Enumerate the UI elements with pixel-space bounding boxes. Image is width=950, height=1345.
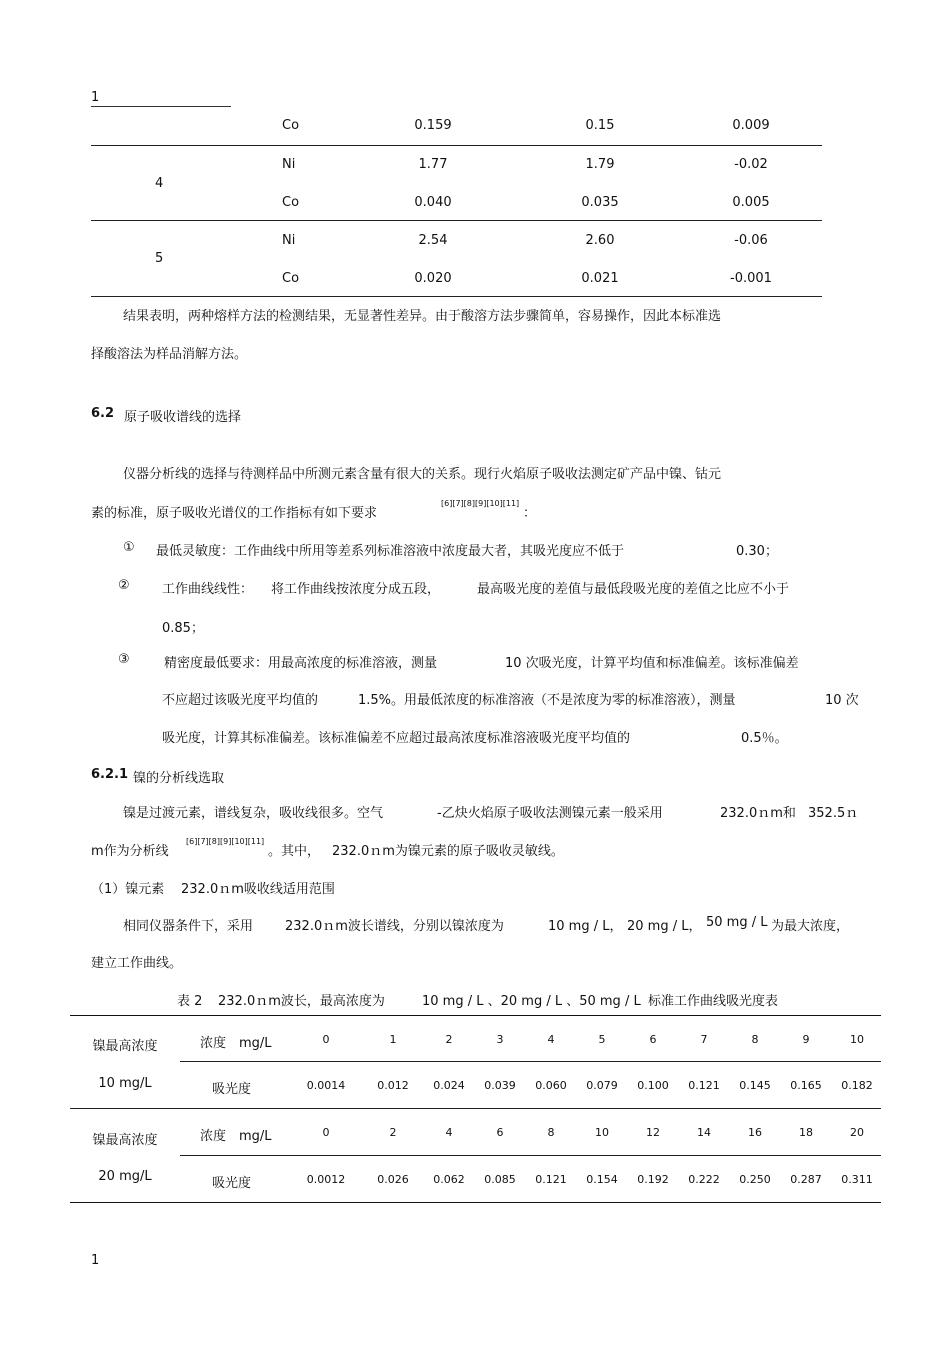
paragraph-conditions: 232.0ｎm波长谱线，分别以镍浓度为 [285,919,504,934]
colon: ： [523,506,537,521]
concentration-cell: 18 [799,1126,813,1139]
absorbance-cell: 0.012 [377,1079,409,1092]
absorbance-cell: 0.311 [841,1173,873,1186]
absorbance-cell: 0.222 [688,1173,720,1186]
absorbance-cell: 0.182 [841,1079,873,1092]
section-number: 6.2 [91,406,115,421]
citation-refs: [6][7][8][9][10][11] [186,837,265,846]
concentration-cell: 12 [646,1126,660,1139]
paragraph-conditions: 20 mg / L， [627,919,702,934]
concentration-cell: 6 [649,1033,657,1046]
section-title: 原子吸收谱线的选择 [124,410,242,425]
concentration-cell: 9 [802,1033,810,1046]
table-rule [180,1061,881,1062]
requirement-text: 工作曲线线性： [162,582,254,597]
table-cell-value2: 0.021 [581,271,619,286]
concentration-cell: 7 [700,1033,708,1046]
paragraph-nickel: 232.0ｎm和 [720,806,796,821]
group-label: 镍最高浓度 [92,1133,158,1148]
table-cell-diff: -0.001 [730,271,772,286]
absorbance-cell: 0.039 [484,1079,516,1092]
concentration-cell: 4 [547,1033,555,1046]
table-rule [70,1015,881,1016]
requirement-text: 10 次 [825,693,859,708]
concentration-cell: 6 [496,1126,504,1139]
paragraph-instrument-line1: 仪器分析线的选择与待测样品中所测元素含量有很大的关系。现行火焰原子吸收法测定矿产品中镍、钴元 [123,467,722,482]
paragraph-nickel: 232.0ｎm为镍元素的原子吸收灵敏线。 [332,844,564,859]
absorbance-cell: 0.060 [535,1079,567,1092]
table-cell-diff: 0.005 [732,195,770,210]
group-label: 20 mg/L [98,1169,152,1184]
requirement-text: 最低灵敏度：工作曲线中所用等差系列标准溶液中浓度最大者，其吸光度应不低于 [156,544,625,559]
table-cell-value1: 0.159 [414,118,452,133]
row-label-concentration: 浓度 mg/L [200,1129,272,1144]
concentration-cell: 8 [751,1033,759,1046]
absorbance-cell: 0.192 [637,1173,669,1186]
paragraph-nickel: 镍是过渡元素，谱线复杂，吸收线很多。空气 [123,806,384,821]
requirement-text: 将工作曲线按浓度分成五段， [271,582,441,597]
header-mark: 1 [91,90,100,105]
table-rule [91,220,822,221]
concentration-cell: 10 [595,1126,609,1139]
concentration-cell: 16 [748,1126,762,1139]
list-marker: ① [123,540,135,555]
concentration-cell: 8 [547,1126,555,1139]
table-cell-value1: 1.77 [418,157,448,172]
paragraph-nickel: m作为分析线 [91,844,169,859]
concentration-cell: 2 [445,1033,453,1046]
paragraph-nickel: 。其中， [268,844,321,859]
paragraph-conditions: 10 mg / L， [548,919,623,934]
table-cell-element: Ni [282,233,296,248]
sub-heading: 232.0ｎm吸收线适用范围 [181,882,335,897]
list-marker: ② [118,578,130,593]
table-cell-group: 5 [155,251,164,266]
absorbance-cell: 0.079 [586,1079,618,1092]
page-number: 1 [91,1253,100,1268]
absorbance-cell: 0.085 [484,1173,516,1186]
concentration-cell: 0 [322,1033,330,1046]
concentration-cell: 5 [598,1033,606,1046]
paragraph-result-line2: 择酸溶法为样品消解方法。 [91,347,248,362]
concentration-cell: 4 [445,1126,453,1139]
table-caption: 232.0ｎm波长，最高浓度为 [218,994,385,1009]
paragraph-result-line1: 结果表明，两种熔样方法的检测结果，无显著性差异。由于酸溶方法步骤简单，容易操作，因此本标准选 [123,309,722,324]
row-label-absorbance: 吸光度 [212,1082,252,1097]
row-label-absorbance: 吸光度 [212,1176,252,1191]
table-cell-diff: 0.009 [732,118,770,133]
table-caption: 10 mg / L 、20 mg / L 、50 mg / L [422,994,641,1009]
paragraph-conditions: 50 mg / L [706,915,768,930]
requirement-value: 0.30； [736,544,778,559]
requirement-text: 1.5%。用最低浓度的标准溶液（不是浓度为零的标准溶液），测量 [358,693,736,708]
paragraph-conditions: 建立工作曲线。 [91,956,183,971]
table-cell-element: Co [282,118,300,133]
requirement-text: 10 次吸光度，计算平均值和标准偏差。该标准偏差 [505,656,799,671]
table-cell-diff: -0.02 [734,157,768,172]
sub-heading: （1）镍元素 [91,882,165,897]
table-cell-value1: 0.020 [414,271,452,286]
absorbance-cell: 0.121 [688,1079,720,1092]
table-cell-element: Co [282,271,300,286]
concentration-cell: 2 [389,1126,397,1139]
absorbance-cell: 0.0014 [306,1079,346,1092]
table-cell-value2: 1.79 [585,157,615,172]
list-marker: ③ [118,652,130,667]
paragraph-nickel: -乙炔火焰原子吸收法测镍元素一般采用 [437,806,663,821]
table-cell-element: Ni [282,157,296,172]
absorbance-cell: 0.145 [739,1079,771,1092]
concentration-cell: 3 [496,1033,504,1046]
concentration-cell: 0 [322,1126,330,1139]
table-rule [91,296,822,297]
requirement-value: 0.85； [162,621,204,636]
absorbance-cell: 0.100 [637,1079,669,1092]
concentration-cell: 10 [850,1033,864,1046]
group-label: 10 mg/L [98,1076,152,1091]
requirement-text: 精密度最低要求：用最高浓度的标准溶液，测量 [164,656,438,671]
table-cell-value2: 2.60 [585,233,615,248]
paragraph-nickel: 352.5ｎ [808,806,859,821]
table-rule [70,1202,881,1203]
requirement-text: 最高吸光度的差值与最低段吸光度的差值之比应不小于 [477,582,790,597]
concentration-cell: 20 [850,1126,864,1139]
concentration-cell: 1 [389,1033,397,1046]
table-cell-value1: 2.54 [418,233,448,248]
absorbance-cell: 0.026 [377,1173,409,1186]
table-cell-diff: -0.06 [734,233,768,248]
paragraph-instrument-line2: 素的标准，原子吸收光谱仪的工作指标有如下要求 [91,506,378,521]
table-cell-value1: 0.040 [414,195,452,210]
absorbance-cell: 0.0012 [306,1173,346,1186]
absorbance-cell: 0.165 [790,1079,822,1092]
requirement-text: 吸光度，计算其标准偏差。该标准偏差不应超过最高浓度标准溶液吸光度平均值的 [162,731,631,746]
absorbance-cell: 0.154 [586,1173,618,1186]
absorbance-cell: 0.121 [535,1173,567,1186]
row-label-concentration: 浓度 mg/L [200,1036,272,1051]
absorbance-cell: 0.024 [433,1079,465,1092]
table-caption: 标准工作曲线吸光度表 [648,994,779,1009]
requirement-text: 不应超过该吸光度平均值的 [162,693,319,708]
citation-refs: [6][7][8][9][10][11] [441,499,520,508]
paragraph-conditions: 为最大浓度， [771,919,850,934]
table-cell-value2: 0.035 [581,195,619,210]
concentration-cell: 14 [697,1126,711,1139]
group-label: 镍最高浓度 [92,1039,158,1054]
absorbance-cell: 0.250 [739,1173,771,1186]
absorbance-cell: 0.287 [790,1173,822,1186]
absorbance-cell: 0.062 [433,1173,465,1186]
table-rule [91,145,822,146]
paragraph-conditions: 相同仪器条件下，采用 [123,919,254,934]
table-caption: 表 2 [177,994,203,1009]
subsection-number: 6.2.1 [91,767,129,782]
table-cell-value2: 0.15 [585,118,615,133]
footnote-rule [91,106,231,107]
subsection-title: 镍的分析线选取 [133,771,225,786]
table-rule [180,1155,881,1156]
table-cell-group: 4 [155,176,164,191]
table-cell-element: Co [282,195,300,210]
table-rule [70,1108,881,1109]
requirement-value: 0.5％。 [741,731,788,746]
